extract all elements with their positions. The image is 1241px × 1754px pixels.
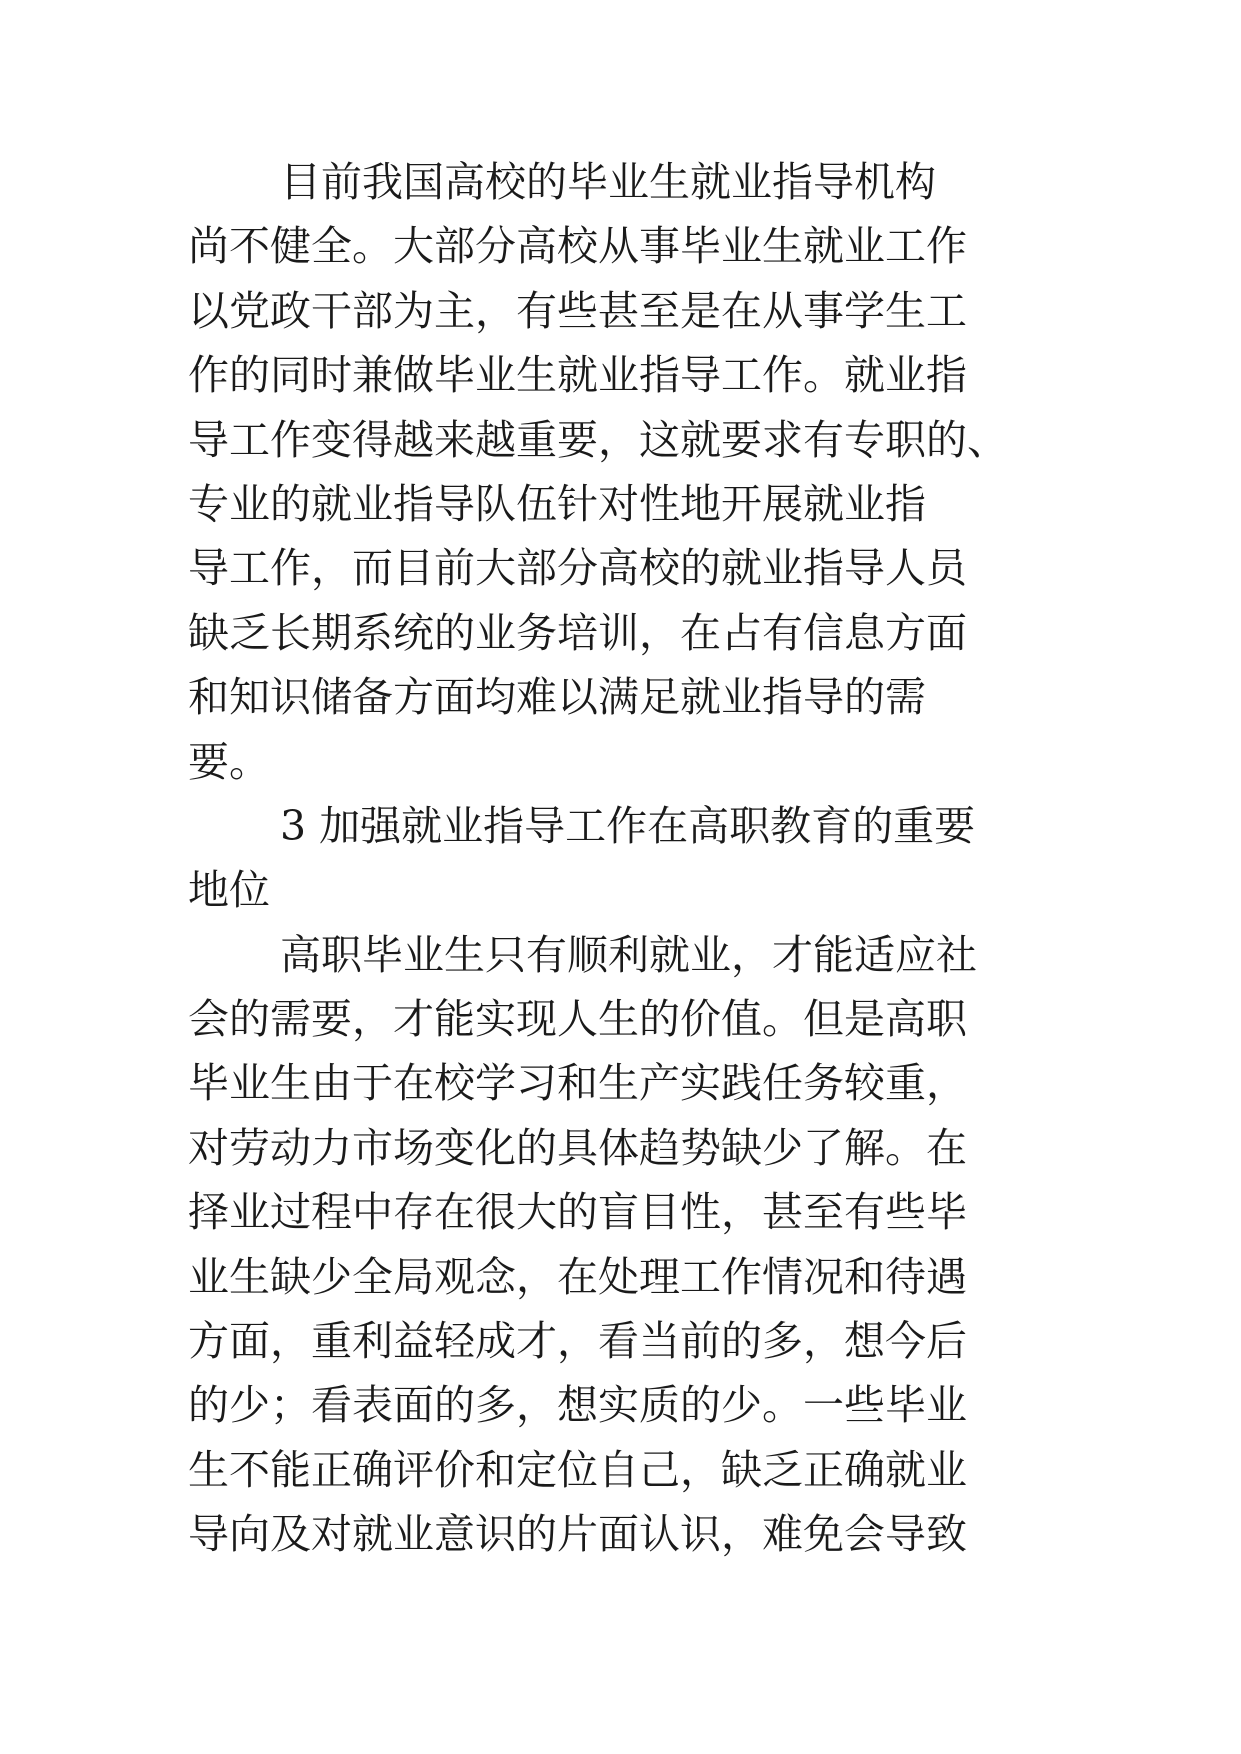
document-body	[188, 150, 1068, 1567]
paragraph-2-line-10: 导向及对就业意识的片面认识，难免会导致	[188, 1510, 967, 1559]
paragraph-2-line-8: 的少；看表面的多，想实质的少。一些毕业	[188, 1381, 967, 1430]
paragraph-1-line-1: 目前我国高校的毕业生就业指导机构	[280, 158, 936, 206]
paragraph-1-line-10: 要。	[188, 737, 270, 786]
section-heading-line-2: 地位	[188, 866, 270, 915]
paragraph-1-line-4: 作的同时兼做毕业生就业指导工作。就业指	[188, 351, 967, 400]
paragraph-2-line-2: 会的需要，才能实现人生的价值。但是高职	[188, 995, 967, 1044]
paragraph-2-line-9: 生不能正确评价和定位自己，缺乏正确就业	[188, 1445, 967, 1494]
paragraph-2-line-5: 择业过程中存在很大的盲目性，甚至有些毕	[188, 1188, 967, 1237]
paragraph-2-line-4: 对劳动力市场变化的具体趋势缺少了解。在	[188, 1123, 967, 1172]
paragraph-1-line-2: 尚不健全。大部分高校从事毕业生就业工作	[188, 222, 967, 271]
paragraph-2-line-1: 高职毕业生只有顺利就业，才能适应社	[280, 930, 977, 979]
paragraph-1-line-7: 导工作，而目前大部分高校的就业指导人员	[188, 544, 967, 593]
paragraph-1-line-6: 专业的就业指导队伍针对性地开展就业指	[188, 479, 926, 528]
paragraph-2-line-6: 业生缺少全局观念，在处理工作情况和待遇	[188, 1252, 967, 1301]
paragraph-1-line-3: 以党政干部为主，有些甚至是在从事学生工	[188, 286, 967, 335]
paragraph-2-line-7: 方面，重利益轻成才，看当前的多，想今后	[188, 1317, 967, 1366]
paragraph-1-line-9: 和知识储备方面均难以满足就业指导的需	[188, 673, 926, 722]
paragraph-2-line-3: 毕业生由于在校学习和生产实践任务较重，	[188, 1059, 967, 1108]
paragraph-1-line-8: 缺乏长期系统的业务培训，在占有信息方面	[188, 608, 967, 657]
paragraph-1-line-5: 导工作变得越来越重要，这就要求有专职的、	[188, 415, 1008, 464]
section-heading-line-1: 3 加强就业指导工作在高职教育的重要	[280, 801, 976, 850]
